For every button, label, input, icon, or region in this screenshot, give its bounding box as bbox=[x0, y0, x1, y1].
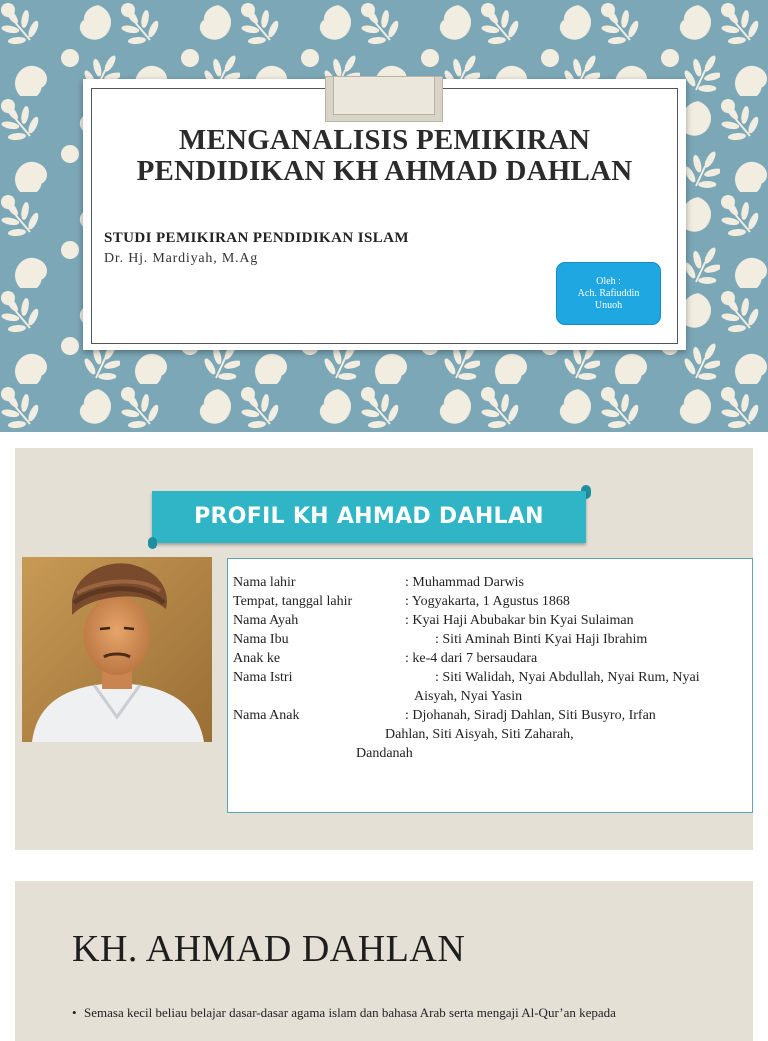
profile-banner bbox=[152, 491, 586, 543]
title-card-tab bbox=[325, 76, 443, 122]
title-slide bbox=[0, 0, 768, 432]
value-children-line-3: Dandanah bbox=[356, 746, 413, 761]
biography-bullet bbox=[72, 1003, 712, 1022]
title-line-2: PENDIDIKAN KH AHMAD DAHLAN bbox=[136, 155, 633, 187]
presentation-title bbox=[83, 125, 686, 187]
label-birth-name: Nama lahir bbox=[233, 575, 296, 590]
value-wives-line-2: Aisyah, Nyai Yasin bbox=[414, 689, 523, 704]
value-child-order: : ke-4 dari 7 bersaudara bbox=[405, 651, 538, 666]
profile-info-box bbox=[227, 558, 753, 813]
bullet-text: Semasa kecil beliau belajar dasar-dasar agama islam dan bahasa Arab serta mengaji Al-Qur’an kepada bbox=[84, 1005, 616, 1020]
label-father: Nama Ayah bbox=[233, 613, 299, 628]
presenter-name-line-1: Ach. Rafiuddin bbox=[577, 287, 640, 299]
label-birthplace: Tempat, tanggal lahir bbox=[233, 594, 353, 609]
biography-slide bbox=[15, 881, 753, 1041]
title-card bbox=[83, 79, 686, 350]
value-children-line-1: : Djohanah, Siradj Dahlan, Siti Busyro, Irfan bbox=[405, 708, 656, 723]
label-mother: Nama Ibu bbox=[233, 632, 289, 647]
portrait-image bbox=[22, 557, 212, 742]
value-father: : Kyai Haji Abubakar bin Kyai Sulaiman bbox=[405, 613, 634, 628]
presenter-label: Oleh : bbox=[596, 275, 621, 287]
label-child-order: Anak ke bbox=[233, 651, 281, 666]
bullet-marker: • bbox=[72, 1005, 77, 1020]
biography-title: KH. AHMAD DAHLAN bbox=[72, 928, 466, 970]
presenter-box bbox=[556, 262, 661, 325]
profile-heading: PROFIL KH AHMAD DAHLAN bbox=[194, 504, 544, 529]
value-mother: : Siti Aminah Binti Kyai Haji Ibrahim bbox=[435, 632, 648, 647]
lecturer-name: Dr. Hj. Mardiyah, M.Ag bbox=[104, 251, 259, 266]
title-line-1: MENGANALISIS PEMIKIRAN bbox=[178, 124, 591, 156]
presenter-name-line-2: Unuoh bbox=[594, 299, 623, 311]
profile-slide bbox=[15, 448, 753, 850]
value-wives-line-1: : Siti Walidah, Nyai Abdullah, Nyai Rum, Nyai bbox=[435, 670, 700, 685]
value-children-line-2: Dahlan, Siti Aisyah, Siti Zaharah, bbox=[385, 727, 574, 742]
value-birthplace: : Yogyakarta, 1 Agustus 1868 bbox=[405, 594, 570, 609]
label-wives: Nama Istri bbox=[233, 670, 293, 685]
value-birth-name: : Muhammad Darwis bbox=[405, 575, 524, 590]
label-children: Nama Anak bbox=[233, 708, 300, 723]
presentation-subtitle: STUDI PEMIKIRAN PENDIDIKAN ISLAM bbox=[104, 230, 409, 246]
portrait-illustration bbox=[22, 557, 212, 742]
